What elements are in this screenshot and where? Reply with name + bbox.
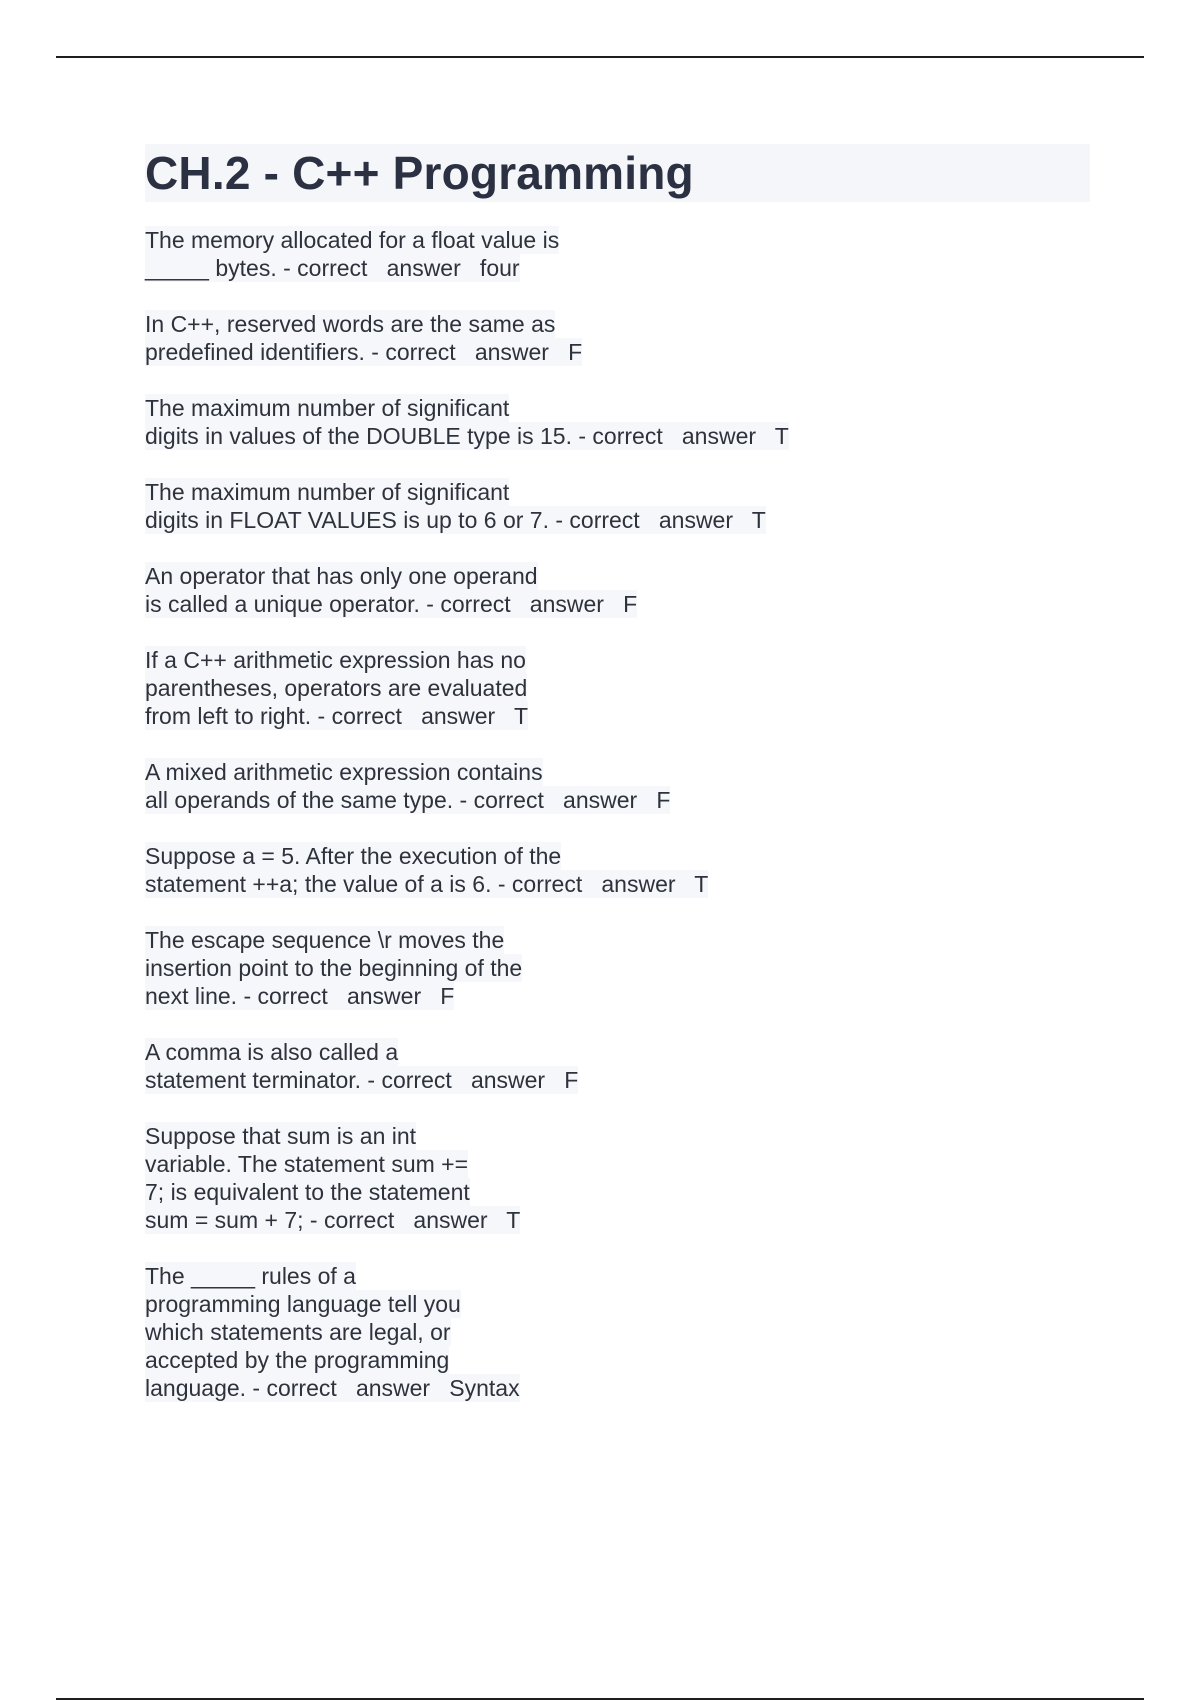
qa-item: [145, 478, 1090, 534]
qa-line: The memory allocated for a float value is: [145, 227, 560, 253]
qa-line: sum = sum + 7; - correct answer T: [145, 1207, 521, 1233]
top-rule: [56, 56, 1144, 58]
qa-line: Suppose that sum is an int: [145, 1123, 417, 1149]
qa-line: statement ++a; the value of a is 6. - correct answer T: [145, 871, 709, 897]
qa-list: [145, 226, 1090, 1402]
document-body: [145, 144, 1090, 1430]
qa-line: The maximum number of significant: [145, 395, 510, 421]
qa-item: [145, 758, 1090, 814]
qa-line: The _____ rules of a: [145, 1263, 356, 1289]
qa-line: variable. The statement sum +=: [145, 1151, 469, 1177]
qa-item: [145, 226, 1090, 282]
qa-item: [145, 310, 1090, 366]
qa-item: [145, 1038, 1090, 1094]
qa-item: [145, 562, 1090, 618]
qa-line: In C++, reserved words are the same as: [145, 311, 556, 337]
qa-line: The escape sequence \r moves the: [145, 927, 505, 953]
qa-line: 7; is equivalent to the statement: [145, 1179, 470, 1205]
qa-line: insertion point to the beginning of the: [145, 955, 523, 981]
qa-line: all operands of the same type. - correct answer F: [145, 787, 671, 813]
qa-line: Suppose a = 5. After the execution of the: [145, 843, 562, 869]
qa-line: is called a unique operator. - correct answer F: [145, 591, 638, 617]
qa-line: An operator that has only one operand: [145, 563, 538, 589]
qa-line: digits in values of the DOUBLE type is 15. - correct answer T: [145, 423, 789, 449]
qa-line: digits in FLOAT VALUES is up to 6 or 7. - correct answer T: [145, 507, 766, 533]
qa-item: [145, 1122, 1090, 1234]
qa-line: accepted by the programming: [145, 1347, 450, 1373]
qa-line: programming language tell you: [145, 1291, 461, 1317]
qa-item: [145, 926, 1090, 1010]
qa-line: which statements are legal, or: [145, 1319, 451, 1345]
qa-item: [145, 1262, 1090, 1402]
qa-line: predefined identifiers. - correct answer F: [145, 339, 583, 365]
qa-line: The maximum number of significant: [145, 479, 510, 505]
qa-line: _____ bytes. - correct answer four: [145, 255, 520, 281]
qa-line: language. - correct answer Syntax: [145, 1375, 520, 1401]
qa-line: statement terminator. - correct answer F: [145, 1067, 579, 1093]
qa-line: next line. - correct answer F: [145, 983, 455, 1009]
qa-line: parentheses, operators are evaluated: [145, 675, 528, 701]
title-band: [145, 144, 1090, 202]
qa-line: If a C++ arithmetic expression has no: [145, 647, 526, 673]
qa-item: [145, 842, 1090, 898]
qa-line: A mixed arithmetic expression contains: [145, 759, 543, 785]
page-title: CH.2 - C++ Programming: [145, 147, 694, 199]
qa-item: [145, 646, 1090, 730]
qa-item: [145, 394, 1090, 450]
qa-line: A comma is also called a: [145, 1039, 399, 1065]
qa-line: from left to right. - correct answer T: [145, 703, 529, 729]
